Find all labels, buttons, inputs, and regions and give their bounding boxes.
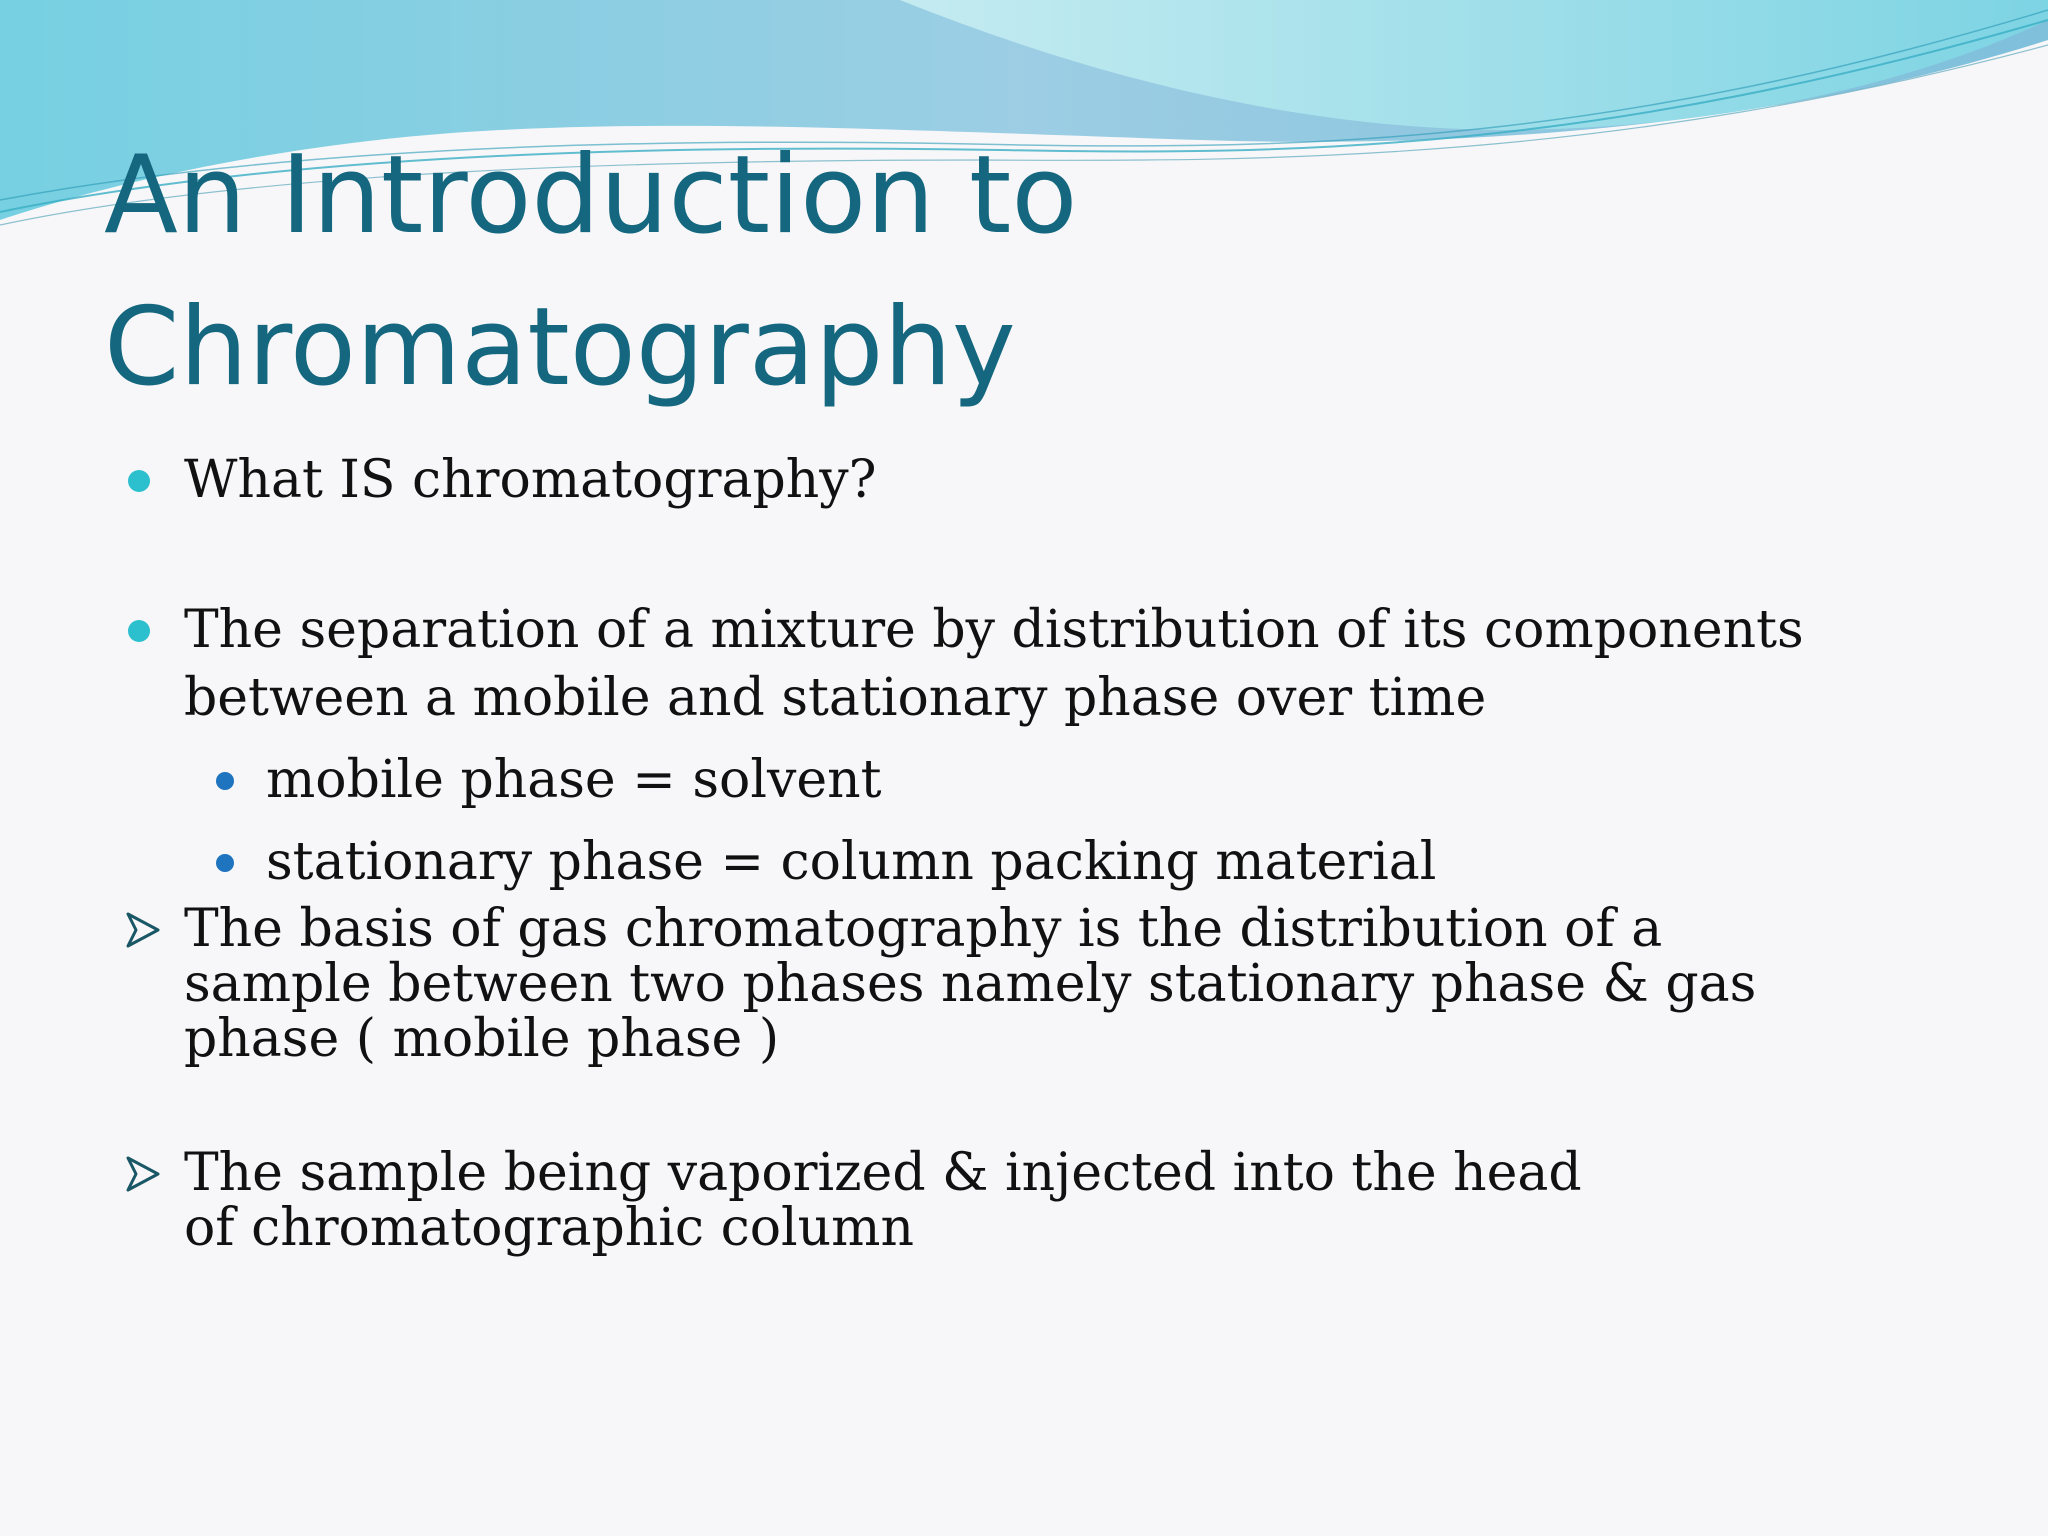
arrow-bullet-icon [124,910,162,950]
sub-bullet-dot-icon [216,854,234,872]
sub-bullet-text: mobile phase = solvent [266,750,882,810]
arrow-bullet-item-2 [184,1143,1644,1258]
arrow-bullet-icon [124,1154,162,1194]
arrow-bullet-text: The basis of gas chromatography is the distribution of a sample between two phases namely stationary phase & gas phase ( mobile phase ) [184,899,1757,1069]
sub-bullet-dot-icon [216,772,234,790]
slide-title [104,120,1704,424]
bullet-text: What IS chromatography? [184,450,877,510]
bullet-dot-icon [128,620,150,642]
slide-title-line-2: Chromatography [104,285,1016,410]
arrow-bullet-text: The sample being vaporized & injected into the head of chromatographic column [184,1143,1582,1258]
slide-title-line-1: An Introduction to [104,133,1078,258]
bullet-item-2 [184,596,1924,732]
bullet-item-1 [184,446,1964,514]
sub-bullet-item-1 [266,746,1866,814]
sub-bullet-text: stationary phase = column packing material [266,832,1437,892]
bullet-dot-icon [128,470,150,492]
bullet-text: The separation of a mixture by distribution of its components between a mobile and stationary phase over time [184,600,1804,728]
sub-bullet-item-2 [266,828,1866,896]
arrow-bullet-item-1 [184,899,1844,1069]
